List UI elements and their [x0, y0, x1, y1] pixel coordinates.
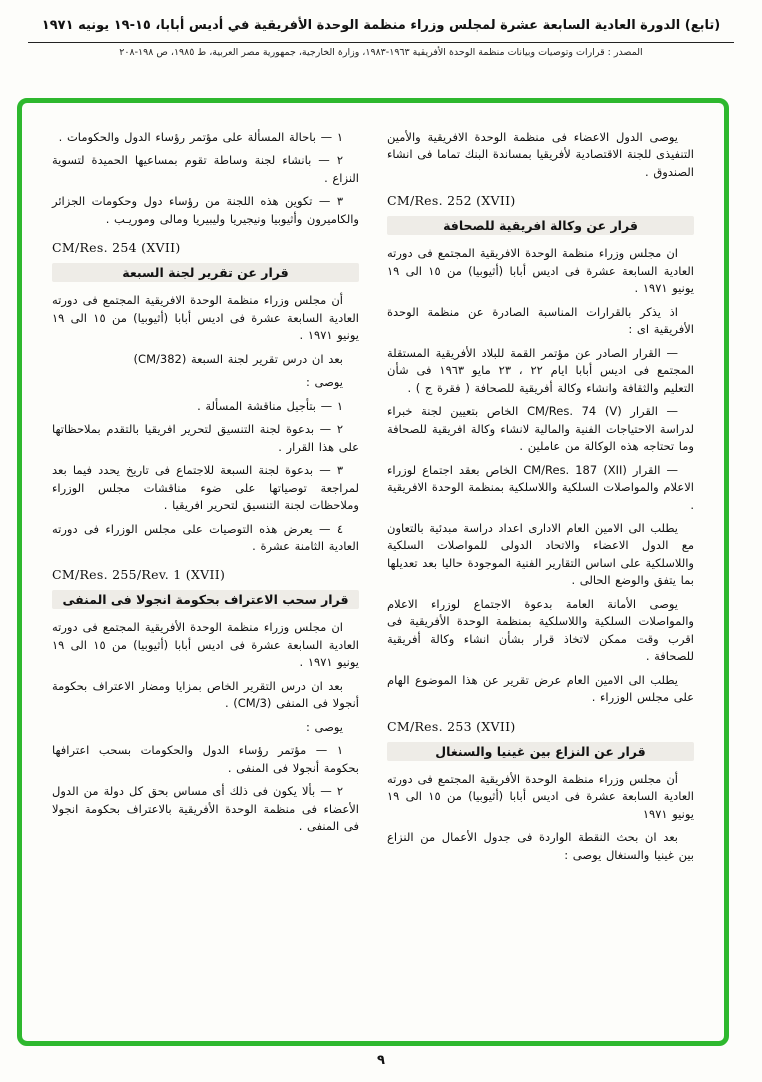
paragraph: — القرار الصادر عن مؤتمر القمة للبلاد الأفريقية المستقلة المجتمع فى اديس أبابا ايام ٢٢ ، ٢٣ مايو ١٩٦٣ فى شأن التعليم والثقافة وانشاء وكالة أفريقية للصحافة ( فقرة ج ) . — [387, 345, 694, 395]
paragraph: أن مجلس وزراء منظمة الوحدة الافريقية المجتمع فى دورته العادية السابعة عشرة فى اديس أبابا (أثيوبيا) من ١٥ الى ١٩ يونيو ١٩٧١ . — [52, 293, 359, 343]
paragraph: ٣ — تكوين هذه اللجنة من رؤساء دول وحكومات الجزائر والكاميرون وأثيوبيا ونيجيريا وليبيريا ومالى وموريـب . — [52, 194, 359, 226]
paragraph: أن مجلس وزراء منظمة الوحدة الأفريقية المجتمع فى دورته العادية السابعة عشرة فى اديس أبابا (أثيوبيا) من ١٥ الى ١٩ يونيو ١٩٧١ — [387, 771, 694, 821]
paragraph: ٢ — بدعوة لجنة التنسيق لتحرير افريقيا بالتقدم بملاحظاتها على هذا القرار . — [52, 422, 359, 454]
page-header — [0, 0, 762, 58]
resolution-code: CM/Res. 253 (XVII) — [387, 718, 516, 734]
paragraph: ١ — مؤتمر رؤساء الدول والحكومات بسحب اعترافها بحكومة أنجولا فى المنفى . — [52, 743, 359, 775]
paragraph: بعد ان درس التقرير الخاص بمزايا ومضار الاعتراف بحكومة أنجولا فى المنفى (CM/3) . — [52, 678, 359, 711]
source-line: المصدر : قرارات وتوصيات وبيانات منظمة الوحدة الأفريقية ١٩٦٣-١٩٨٣، وزارة الخارجية، جمهورية مصر العربية، ط ١٩٨٥، ص ١٩٨-٢٠٨ — [119, 46, 643, 58]
paragraph: اذ يذكر بالقرارات المناسبة الصادرة عن منظمة الوحدة الأفريقية اى : — [387, 304, 694, 337]
document-title: (تابع) الدورة العادية السابعة عشرة لمجلس وزراء منظمة الوحدة الأفريقية في أديس أبابا، ١٥-١٩ يونيه ١٩٧١ — [41, 18, 721, 33]
paragraph: يوصى : — [305, 375, 343, 390]
column-left — [52, 129, 359, 1023]
paragraph: يطلب الى الامين العام الادارى اعداد دراسة مبدئية بالتعاون مع الدول الاعضاء والاتحاد الدولى للمواصلات السلكية واللاسلكية على اساس التقارير الفنية الموجودة حاليا بعد تعديلها بما يتفق والوضع الحالى . — [387, 520, 694, 588]
green-content-frame — [17, 98, 729, 1046]
paragraph: ٢ — بألا يكون فى ذلك أى مساس بحق كل دولة من الدول الأعضاء فى منظمة الوحدة الأفريقية بالاعتراف بحكومة انجولا فى المنفى . — [52, 784, 359, 834]
paragraph: يوصى : — [305, 719, 343, 734]
paragraph: ١ — باحالة المسألة على مؤتمر رؤساء الدول والحكومات . — [58, 130, 343, 144]
paragraph: يوصى الدول الاعضاء فى منظمة الوحدة الافريقية والأمين التنفيذى للجنة الاقتصادية لأفريقيا بمساندة البنك تماما فى انشاء الصندوق . — [387, 130, 694, 179]
paragraph: يطلب الى الامين العام عرض تقرير عن هذا الموضوع الهام على مجلس الوزراء . — [387, 672, 694, 705]
paragraph: يوصى الأمانة العامة بدعوة الاجتماع لوزراء الاعلام والمواصلات السلكية واللاسلكية بمنظمة الوحدة الأفريقية فى اقرب وقت ممكن لاتخاذ قرار بشأن انشاء وكالة أفريقية للصحافة . — [387, 596, 694, 664]
two-column-layout — [52, 129, 694, 1023]
resolution-code: CM/Res. 252 (XVII) — [387, 193, 516, 209]
paragraph: ان مجلس وزراء منظمة الوحدة الافريقية المجتمع فى دورته العادية السابعة عشرة فى اديس أبابا (أثيوبيا) من ١٥ الى ١٩ يونيو ١٩٧١ . — [387, 246, 694, 296]
section-heading: قرار عن النزاع بين غينيا والسنغال — [387, 742, 694, 761]
paragraph: بعد ان بحث النقطة الواردة فى جدول الأعمال من النزاع بين غينيا والسنغال يوصى : — [387, 830, 694, 862]
paragraph: ٤ — يعرض هذه التوصيات على مجلس الوزراء فى دورته العادية الثامنة عشرة . — [52, 521, 359, 553]
paragraph: ١ — بتأجيل مناقشة المسألة . — [197, 398, 343, 413]
paragraph: ٣ — بدعوة لجنة السبعة للاجتماع فى تاريخ يحدد فيما بعد لمراجعة توصياتها على ضوء مناقشات مجلس الوزراء وملاحظات لجنة التنسيق لتحرير افريقيا . — [52, 463, 359, 513]
resolution-code: CM/Res. 255/Rev. 1 (XVII) — [52, 567, 226, 583]
column-right — [387, 129, 694, 1023]
section-heading: قرار سحب الاعتراف بحكومة انجولا فى المنفى — [52, 590, 359, 609]
paragraph: ان مجلس وزراء منظمة الوحدة الأفريقية المجتمع فى دورته العادية السابعة عشرة فى اديس أبابا (أثيوبيا) من ١٥ الى ١٩ يونيو ١٩٧١ . — [52, 620, 359, 670]
paragraph: — القرار CM/Res. 74 (V) الخاص بتعيين لجنة خبراء لدراسة الاحتياجات الفنية والمالية لانشاء وكالة افريقية للصحافة وما تحتاجه هذه الوكالة من عاملين . — [387, 404, 694, 454]
paragraph: بعد ان درس تقرير لجنة السبعة (CM/382) — [133, 351, 343, 366]
page-number: ٩ — [377, 1053, 385, 1068]
header-divider — [28, 42, 734, 43]
paragraph: ٢ — بانشاء لجنة وساطة تقوم بمساعيها الحميدة لتسوية النزاع . — [52, 153, 359, 185]
section-heading: قرار عن وكالة افريقية للصحافة — [387, 216, 694, 235]
section-heading: قرار عن تقرير لجنة السبعة — [52, 263, 359, 282]
paragraph: — القرار CM/Res. 187 (XII) الخاص بعقد اجتماع لوزراء الاعلام والمواصلات السلكية واللاسلكية بمنظمة الوحدة الافريقية . — [387, 462, 694, 512]
resolution-code: CM/Res. 254 (XVII) — [52, 240, 181, 256]
